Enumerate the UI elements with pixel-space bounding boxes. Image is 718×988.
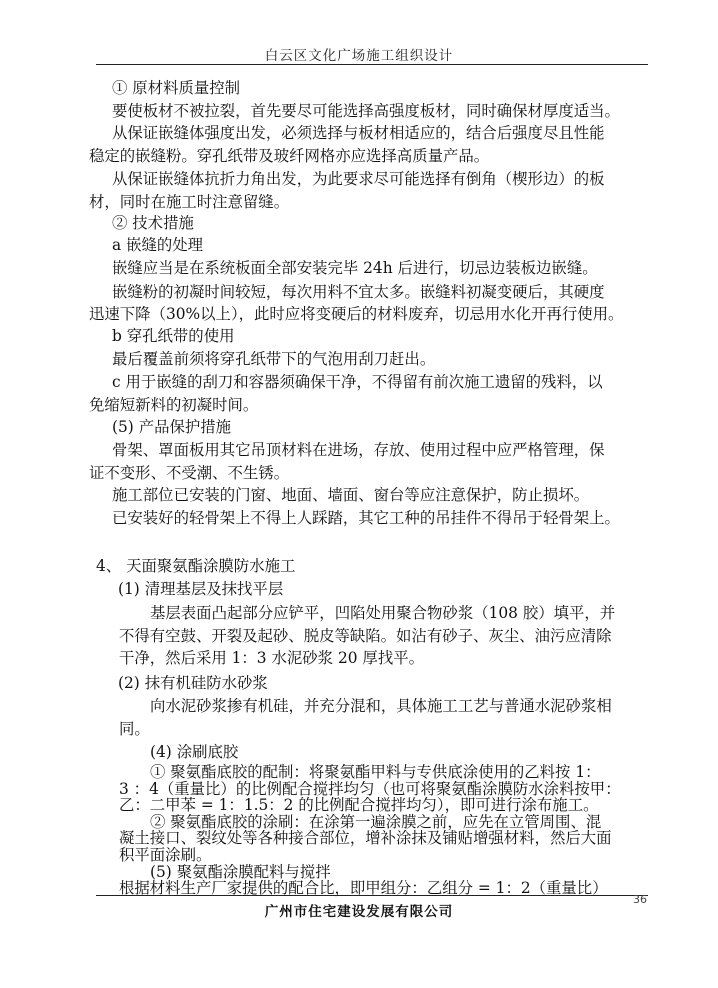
body-line: c 用于嵌缝的刮刀和容器须确保干净，不得留有前次施工遗留的残料，以 <box>112 373 603 391</box>
body-line: 骨架、罩面板用其它吊顶材料在进场，存放、使用过程中应严格管理，保 <box>112 441 605 459</box>
section-heading: (5) 聚氨酯涂膜配料与搅拌 <box>150 862 331 881</box>
body-line: 最后覆盖前须将穿孔纸带下的气泡用刮刀赶出。 <box>112 350 436 368</box>
body-line: 积平面涂刷。 <box>119 846 212 864</box>
section-heading: (5) 产品保护措施 <box>112 418 232 436</box>
page-number: 36 <box>633 893 647 906</box>
body-line: 免缩短新料的初凝时间。 <box>89 396 259 414</box>
sub-heading: b 穿孔纸带的使用 <box>112 327 235 345</box>
body-line: 从保证嵌缝体抗折力角出发，为此要求尽可能选择有倒角（楔形边）的板 <box>112 170 605 188</box>
sub-heading: a 嵌缝的处理 <box>112 236 204 254</box>
body-line: 证不变形、不受潮、不生锈。 <box>89 464 290 482</box>
body-line: 要使板材不被拉裂，首先要尽可能选择高强度板材，同时确保材厚度适当。 <box>112 102 620 120</box>
page-header-title: 白云区文化广场施工组织设计 <box>264 48 454 64</box>
body-line: 3 ：4（重量比）的比例配合搅拌均匀（也可将聚氨酯涂膜防水涂料按甲： <box>119 779 621 798</box>
body-line: 同。 <box>119 720 150 738</box>
footer-rule <box>96 895 648 896</box>
body-line: 基层表面凸起部分应铲平，凹陷处用聚合物砂浆（108 胶）填平，并 <box>150 604 616 622</box>
section-heading: (1) 清理基层及抹找平层 <box>118 580 284 598</box>
body-line: 材，同时在施工时注意留缝。 <box>89 193 290 211</box>
body-line: 迅速下降（30%以上），此时应将变硬后的材料废弃，切忌用水化开再行使用。 <box>89 305 624 323</box>
body-line: ① 聚氨酯底胶的配制：将聚氨酯甲料与专供底涂使用的乙料按 1： <box>150 763 601 781</box>
body-line: ② 聚氨酯底胶的涂刷：在涂第一遍涂膜之前，应先在立管周围、混 <box>150 812 602 831</box>
body-line: 已安装好的轻骨架上不得上人踩踏，其它工种的吊挂件不得吊于轻骨架上。 <box>112 509 620 527</box>
section-heading: (2) 抹有机硅防水砂浆 <box>118 674 268 692</box>
header-rule <box>96 64 648 65</box>
footer-company: 广州市住宅建设发展有限公司 <box>264 904 454 920</box>
body-line: 嵌缝粉的初凝时间较短，每次用料不宜太多。嵌缝料初凝变硬后，其硬度 <box>112 283 605 301</box>
body-line: 稳定的嵌缝粉。穿孔纸带及玻纤网格亦应选择高质量产品。 <box>89 147 490 165</box>
body-line: 向水泥砂浆掺有机硅，并充分混和，具体施工工艺与普通水泥砂浆相 <box>150 697 612 715</box>
chapter-heading: 4、 天面聚氨酯涂膜防水施工 <box>96 557 296 575</box>
section-heading: (4) 涂刷底胶 <box>150 743 239 761</box>
body-line: 凝土接口、裂纹处等各种接合部位，增补涂抹及铺贴增强材料，然后大面 <box>119 829 612 848</box>
body-line: 干净，然后采用 1：3 水泥砂浆 20 厚找平。 <box>119 649 424 667</box>
body-line: 施工部位已安装的门窗、地面、墙面、窗台等应注意保护，防止损坏。 <box>112 486 590 504</box>
body-line: 不得有空鼓、开裂及起砂、脱皮等缺陷。如沾有砂子、灰尘、油污应清除 <box>119 627 612 645</box>
body-line: 乙：二甲苯 = 1：1.5：2 的比例配合搅拌均匀），即可进行涂布施工。 <box>119 796 599 815</box>
section-heading: ① 原材料质量控制 <box>112 79 241 97</box>
body-line: 嵌缝应当是在系统板面全部安装完毕 24h 后进行，切忌边装板边嵌缝。 <box>112 259 598 277</box>
body-line: 从保证嵌缝体强度出发，必须选择与板材相适应的，结合后强度尽且性能 <box>112 124 605 142</box>
section-heading: ② 技术措施 <box>112 214 194 232</box>
body-line: 根据材料生产厂家提供的配合比，即甲组分：乙组分 = 1：2（重量比） <box>119 879 608 898</box>
